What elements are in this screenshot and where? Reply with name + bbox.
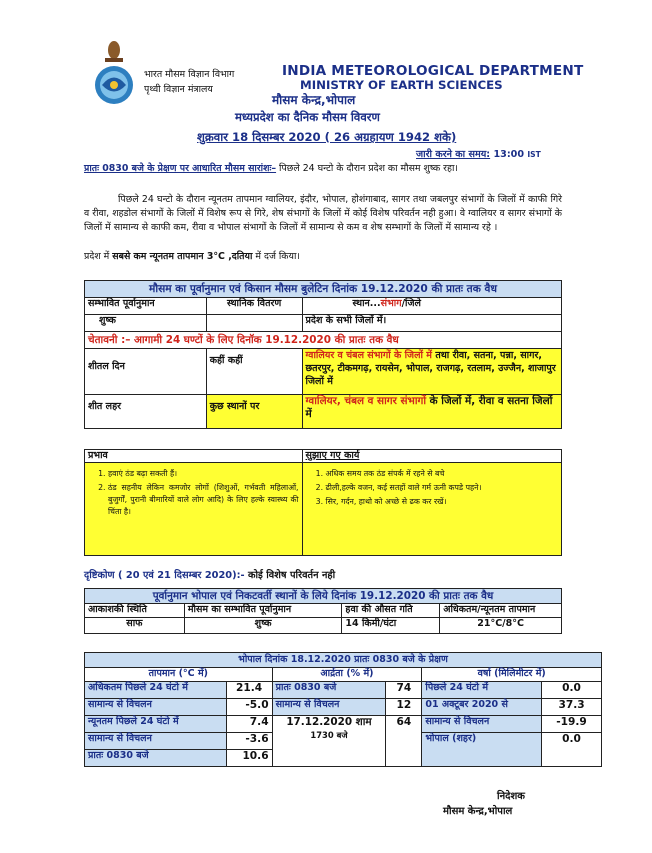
bhopal-header-sky: आकाशकी स्थिति (85, 604, 185, 618)
morning-temp-value: 10.6 (226, 750, 272, 767)
forecast-header-place (302, 298, 562, 315)
cold-day-divisions: ग्वालियर व चंबल संभागों के जिलों में (305, 350, 432, 361)
min-temp-value: 7.4 (226, 716, 272, 733)
impact-item: 1. हवाएं ठंड बढ़ा सकती हैं। (108, 468, 299, 480)
cold-wave-divisions: ग्वालियर, चंबल व सागर संभागों (305, 395, 427, 407)
max-temp-departure-value: -5.0 (226, 699, 272, 716)
lowest-temp-value: सबसे कम न्यूनतम तापमान 3°C ,दतिया (112, 251, 253, 262)
impact-label: प्रभाव (85, 450, 303, 463)
rain-city-value: 0.0 (542, 733, 602, 767)
cold-day-places (302, 349, 562, 395)
min-temp-departure-label: सामान्य से विचलन (85, 733, 227, 750)
footer-designation: निदेशक (497, 791, 525, 802)
place-suffix: /जिले (401, 298, 421, 309)
place-prefix: स्थान... (352, 298, 381, 309)
humidity-departure-label: सामान्य से विचलन (272, 699, 386, 716)
impact-item: 2. ठंड सहनीय लेकिन कमजोर लोगों (शिशुओं, गर्भवती महिलाओं, बुजुर्गों, पुरानी बीमारियों वाले लोग आदि) के लिए हल्के स्वास्थ्य की चिंता है। (108, 482, 299, 518)
rain-departure-value: -19.9 (542, 716, 602, 733)
summary-lead-text: पिछले 24 घन्टो के दौरान प्रदेश का मौसम शुष्क रहा। (279, 163, 458, 174)
center-name: मौसम केन्द्र,भोपाल (272, 93, 356, 107)
bhopal-sky-value: साफ (85, 618, 185, 634)
issue-time-value: 13:00 (493, 149, 525, 160)
forecast-header-probable: सम्भावित पूर्वानुमान (85, 298, 207, 315)
cold-wave-places (302, 395, 562, 429)
humidity-header: आर्द्रता (% में) (272, 668, 422, 682)
bhopal-header-wind: हवा की औसत गति (342, 604, 440, 618)
max-temp-value: 21.4 (226, 682, 272, 699)
bhopal-wind-value: 14 किमी/घंटा (342, 618, 440, 634)
bhopal-forecast-table (84, 588, 562, 634)
rain-since-oct-value: 37.3 (542, 699, 602, 716)
min-temp-label: न्यूनतम पिछले 24 घंटो में (85, 716, 227, 733)
rain-since-oct-label: 01 अक्टूबर 2020 से (422, 699, 542, 716)
humidity-evening-value: 64 (386, 716, 422, 767)
temperature-header: तापमान (°C में) (85, 668, 273, 682)
suggestion-item: 3. सिर, गर्दन, हाथो को अच्छे से ढक कर रखें। (326, 496, 558, 508)
suggestion-list (302, 463, 561, 556)
humidity-evening-time: 1730 बजे (310, 730, 348, 740)
humidity-morning-value: 74 (386, 682, 422, 699)
cold-wave-districts: के जिलों में, रीवा व सतना जिलों में (305, 395, 553, 420)
bhopal-forecast-value: शुष्क (184, 618, 342, 634)
department-name-en: INDIA METEOROLOGICAL DEPARTMENT (282, 63, 584, 79)
forecast-header-distribution: स्थानिक वितरण (206, 298, 302, 315)
lowest-temp-suffix: में दर्ज किया। (255, 251, 300, 262)
suggest-label: सुझाए गए कार्य (302, 450, 561, 463)
ministry-name-en: MINISTRY OF EARTH SCIENCES (300, 78, 503, 92)
cold-wave-distribution: कुछ स्थानों पर (206, 395, 302, 429)
humidity-morning-label: प्रातः 0830 बजे (272, 682, 386, 699)
issue-time (416, 147, 541, 160)
morning-temp-label: प्रातः 0830 बजे (85, 750, 227, 767)
outlook (84, 568, 335, 581)
cold-day-districts: तथा रीवा, सतना, पन्ना, सागर, छतरपुर, टीकमगढ़, रायसेन, भोपाल, राजगढ़, रतलाम, उज्जैन, शाजापुर जिलों में (305, 350, 556, 387)
report-title: मध्यप्रदेश का दैनिक मौसम विवरण (235, 110, 380, 124)
summary-paragraph: पिछले 24 घन्टो के दौरान न्यूनतम तापमान ग्वालियर, इंदौर, भोपाल, होशंगाबाद, सागर तथा जबलपुर संभागों के जिलों में काफी गिरे व रीवा, शहडोल संभागों के जिलों में विशेष रूप से गिरे, शेष संभागों के जिलों में कोई विशेष परिवर्तन नही हुआ। वे ग्वालियर व सागर संभागों के जिलों में सामान्य से काफी कम, रीवा व भोपाल संभागों के जिलों में सामान्य से कम व शेष सम्भागों के जिलों में सामान्य रहे । (84, 194, 562, 233)
cold-wave-label: शीत लहर (85, 395, 207, 429)
forecast-dry: शुष्क (85, 315, 207, 332)
min-temp-departure-value: -3.6 (226, 733, 272, 750)
forecast-table (84, 280, 562, 429)
cold-day-label: शीतल दिन (85, 349, 207, 395)
humidity-evening-label (272, 716, 386, 767)
rain-24h-label: पिछले 24 घंटो में (422, 682, 542, 699)
forecast-warning: चेतावनी :– आगामी 24 घण्टों के लिए दिनॉक 19.12.2020 की प्रातः तक वैध (85, 332, 562, 349)
rain-24h-value: 0.0 (542, 682, 602, 699)
max-temp-label: अधिकतम पिछले 24 घंटो में (85, 682, 227, 699)
issue-time-zone: IST (527, 150, 541, 159)
humidity-departure-value: 12 (386, 699, 422, 716)
forecast-title: मौसम का पूर्वानुमान एवं किसान मौसम बुलेटिन दिनांक 19.12.2020 की प्रातः तक वैध (85, 281, 562, 298)
ministry-hindi-line-2: पृथ्वी विज्ञान मंत्रालय (144, 84, 213, 95)
summary-lead: प्रातः 0830 बजे के प्रेक्षण पर आधारित मौसम सारांशः– (84, 163, 277, 174)
bhopal-header-temp: अधिकतम/न्यूनतम तापमान (440, 604, 562, 618)
lowest-temp-prefix: प्रदेश में (84, 251, 110, 262)
ministry-hindi-line-1: भारत मौसम विज्ञान विभाग (144, 69, 235, 80)
government-emblem-icon (92, 38, 136, 108)
impact-list (85, 463, 303, 556)
rain-city-label: भोपाल (शहर) (422, 733, 542, 767)
bhopal-header-forecast: मौसम का सम्भावित पूर्वानुमान (184, 604, 342, 618)
cold-day-distribution: कहीं कहीं (206, 349, 302, 395)
bhopal-forecast-title: पूर्वानुमान भोपाल एवं निकटवर्ती स्थानों के लिये दिनांक 19.12.2020 की प्रातः तक वैध (85, 589, 562, 604)
footer-office: मौसम केन्द्र,भोपाल (443, 806, 513, 817)
max-temp-departure-label: सामान्य से विचलन (85, 699, 227, 716)
rain-departure-label: सामान्य से विचलन (422, 716, 542, 733)
rainfall-header: वर्षा (मिलिमीटर में) (422, 668, 602, 682)
place-division: संभाग (380, 298, 402, 309)
bhopal-temp-value: 21°C/8°C (440, 618, 562, 634)
impact-table (84, 449, 562, 556)
issue-time-label: जारी करने का समय: (416, 149, 491, 160)
suggestion-item: 2. ढीली,हल्के वजन, कई सतहों वाले गर्म ऊनी कपडे पहने। (326, 482, 558, 494)
humidity-evening-date: 17.12.2020 शाम (286, 716, 372, 728)
report-date: शुक्रवार 18 दिसम्बर 2020 ( 26 अग्रहायण 1942 शके) (197, 130, 457, 144)
observation-title: भोपाल दिनांक 18.12.2020 प्रातः 0830 बजे के प्रेक्षण (85, 653, 602, 668)
suggestion-item: 1. अधिक समय तक ठंड संपर्क में रहने से बचे (326, 468, 558, 480)
outlook-text: कोई विशेष परिवर्तन नही (247, 570, 336, 581)
outlook-label: दृष्टिकोण ( 20 एवं 21 दिसम्बर 2020):- (84, 570, 245, 581)
summary-lowest-temp (84, 250, 562, 264)
forecast-dry-place: प्रदेश के सभी जिलों में। (302, 315, 562, 332)
observation-table (84, 652, 602, 767)
weather-summary (84, 162, 562, 176)
forecast-dry-distribution (206, 315, 302, 332)
